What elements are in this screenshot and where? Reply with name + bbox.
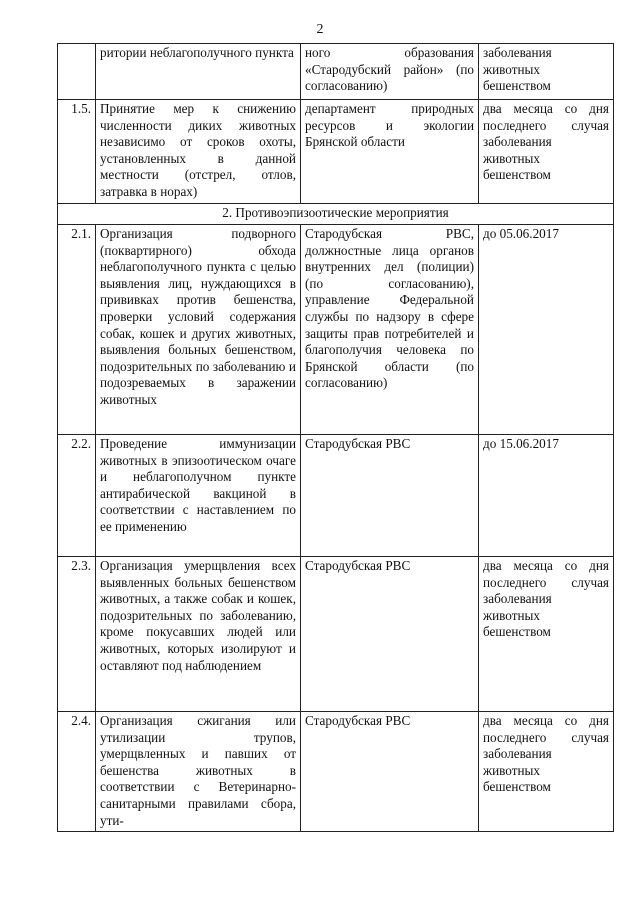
row-number: 2.3.: [58, 557, 96, 712]
deadline-cell: два месяца со дня последнего случая заболевания животных бешенством: [479, 100, 614, 204]
table-row: [58, 44, 614, 100]
section-header-row: [58, 204, 614, 225]
measure-cell: Проведение иммунизации животных в эпизоотическом очаге и неблагополучном пункте антирабической вакциной в соответствии с наставлением по ее применению: [96, 435, 301, 557]
row-number: 2.2.: [58, 435, 96, 557]
row-number: [58, 44, 96, 100]
section-title: 2. Противоэпизоотические мероприятия: [58, 204, 614, 225]
deadline-cell: до 05.06.2017: [479, 225, 614, 435]
executor-cell: Стародубская РВС: [301, 435, 479, 557]
executor-cell: ного образования «Стародубский район» (по согласованию): [301, 44, 479, 100]
table-row: [58, 100, 614, 204]
measure-cell: Организация умерщвления всех выявленных больных бешенством животных, а также собак и кошек, подозрительных по заболеванию, кроме покусавших людей или животных, которых изолируют и оставляют под наблюдением: [96, 557, 301, 712]
deadline-cell: заболевания животных бешенством: [479, 44, 614, 100]
table-row: [58, 435, 614, 557]
executor-cell: Стародубская РВС, должностные лица органов внутренних дел (полиции) (по согласованию), управление Федеральной службы по надзору в сфере защиты прав потребителей и благополучия человека по Брянской области (по согласованию): [301, 225, 479, 435]
page-number: 2: [316, 22, 324, 37]
row-number: 2.1.: [58, 225, 96, 435]
deadline-cell: до 15.06.2017: [479, 435, 614, 557]
deadline-cell: два месяца со дня последнего случая заболевания животных бешенством: [479, 712, 614, 832]
executor-cell: Стародубская РВС: [301, 557, 479, 712]
row-number: 2.4.: [58, 712, 96, 832]
measures-table: [57, 43, 614, 832]
executor-cell: департамент природных ресурсов и экологии Брянской области: [301, 100, 479, 204]
measure-cell: Организация подворного (поквартирного) обхода неблагополучного пункта с целью выявления лиц, нуждающихся в прививках против бешенства, проверки условий содержания собак, кошек и других животных, выявления больных бешенством, подозрительных по заболеванию и подозреваемых в заражении животных: [96, 225, 301, 435]
table-row: [58, 712, 614, 832]
table-row: [58, 225, 614, 435]
executor-cell: Стародубская РВС: [301, 712, 479, 832]
table-row: [58, 557, 614, 712]
deadline-cell: два месяца со дня последнего случая заболевания животных бешенством: [479, 557, 614, 712]
measure-cell: Принятие мер к снижению численности диких животных независимо от сроков охоты, установленных в данной местности (отстрел, отлов, затравка в норах): [96, 100, 301, 204]
measure-cell: Организация сжигания или утилизации трупов, умерщвленных и павших от бешенства животных в соответствии с Ветеринарно-санитарными правилами сбора, ути-: [96, 712, 301, 832]
row-number: 1.5.: [58, 100, 96, 204]
measure-cell: ритории неблагополучного пункта: [96, 44, 301, 100]
